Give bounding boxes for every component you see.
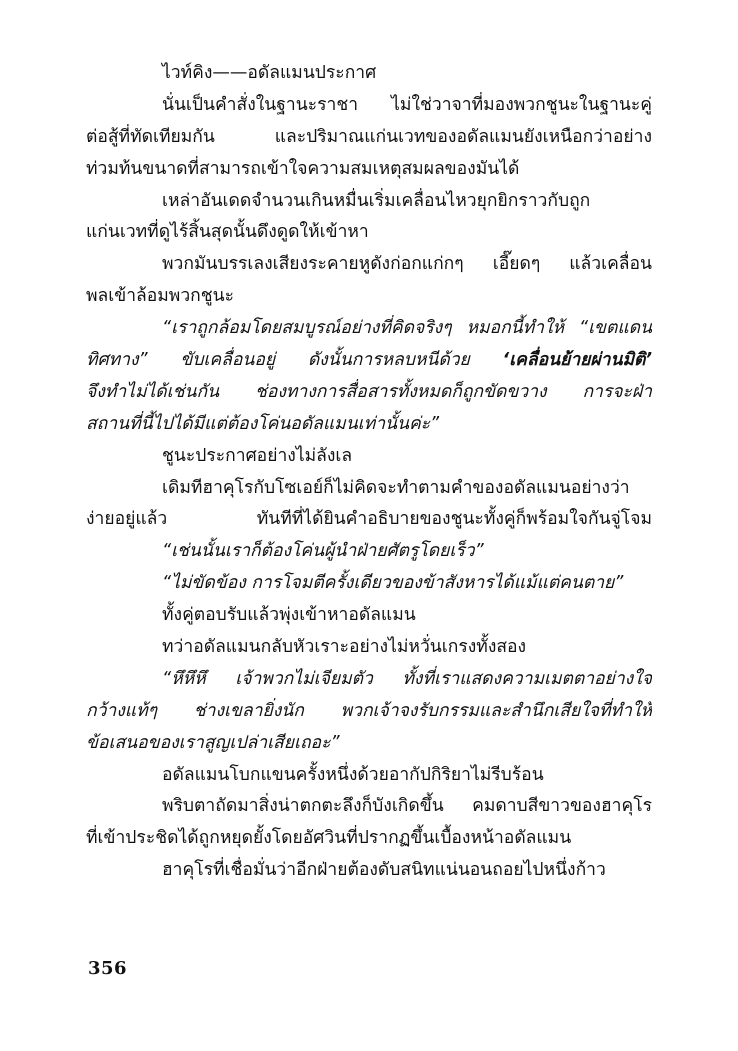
text-line: พวกมันบรรเลงเสียงระคายหูดังก่อกแก่กๆ เอี๊ยดๆ แล้วเคลื่อน — [162, 254, 652, 275]
text-line: ทั้งคู่ตอบรับแล้วพุ่งเข้าหาอดัลแมน — [162, 605, 416, 626]
dialogue-line: “เราถูกล้อมโดยสมบูรณ์อย่างที่คิดจริงๆ หมอกนี้ทำให้ “เขตแดน — [162, 318, 652, 339]
text-line: ฮาคุโรที่เชื่อมั่นว่าอีกฝ่ายต้องดับสนิทแน่นอนถอยไปหนึ่งก้าว — [162, 860, 606, 881]
skill-name-emphasis: ‘เคลื่อนย้ายผ่านมิติ’ — [502, 350, 652, 371]
text-line: พลเข้าล้อมพวกชูนะ — [86, 286, 234, 307]
text-line: ทว่าอดัลแมนกลับหัวเราะอย่างไม่หวั่นเกรงทั้งสอง — [162, 637, 527, 658]
dialogue-line: จึงทำไม่ได้เช่นกัน ช่องทางการสื่อสารทั้งหมดก็ถูกขัดขวาง การจะฝ่า — [86, 381, 652, 402]
dialogue-line: “เช่นนั้นเราก็ต้องโค่นผู้นำฝ่ายศัตรูโดยเร็ว” — [162, 541, 484, 562]
dialogue-line: “หึหึหึ เจ้าพวกไม่เจียมตัว ทั้งที่เราแสดงความเมตตาอย่างใจ — [162, 668, 652, 689]
dialogue-line: “ไม่ขัดข้อง การโจมตีครั้งเดียวของข้าสังหารได้แม้แต่คนตาย” — [162, 573, 624, 594]
text-line: ชูนะประกาศอย่างไม่ลังเล — [162, 445, 353, 466]
text-line: แก่นเวทที่ดูไร้สิ้นสุดนั้นดึงดูดให้เข้าหา — [86, 222, 369, 243]
dialogue-line: สถานที่นี้ไปได้มีแต่ต้องโค่นอดัลแมนเท่านั้นค่ะ” — [86, 413, 440, 434]
text-line: พริบตาถัดมาสิ่งน่าตกตะลึงก็บังเกิดขึ้น คมดาบสีขาวของฮาคุโร — [162, 796, 652, 817]
text-line: นั่นเป็นคำสั่งในฐานะราชา ไม่ใช่วาจาที่มองพวกชูนะในฐานะคู่ — [162, 94, 652, 115]
text-line: ง่ายอยู่แล้ว ทันทีที่ได้ยินคำอธิบายของชูนะทั้งคู่ก็พร้อมใจกันจู่โจม — [86, 509, 652, 530]
text-line: ไวท์คิง——อดัลแมนประกาศ — [162, 63, 377, 83]
text-line: ที่เข้าประชิดได้ถูกหยุดยั้งโดยอัศวินที่ปรากฏขึ้นเบื้องหน้าอดัลแมน — [86, 828, 572, 849]
text-line: เหล่าอันเดดจำนวนเกินหมื่นเริ่มเคลื่อนไหวยุกยิกราวกับถูก — [162, 190, 591, 211]
dialogue-text: ทิศทาง” ขับเคลื่อนอยู่ ดังนั้นการหลบหนีด้วย — [86, 350, 503, 371]
dialogue-line — [86, 345, 652, 377]
body-text — [86, 58, 652, 887]
text-line: ท่วมท้นขนาดที่สามารถเข้าใจความสมเหตุสมผลของมันได้ — [86, 158, 520, 179]
text-line: ต่อสู้ที่ทัดเทียมกัน และปริมาณแก่นเวทของอดัลแมนยังเหนือกว่าอย่าง — [86, 126, 652, 147]
dialogue-line: ข้อเสนอของเราสูญเปล่าเสียเถอะ” — [86, 732, 340, 753]
page-number: 356 — [88, 958, 128, 979]
dialogue-line: กว้างแท้ๆ ช่างเขลายิ่งนัก พวกเจ้าจงรับกรรมและสำนึกเสียใจที่ทำให้ — [86, 700, 652, 721]
text-line: เดิมทีฮาคุโรกับโซเอย์ก็ไม่คิดจะทำตามคำของอดัลแมนอย่างว่า — [162, 477, 630, 498]
text-line: อดัลแมนโบกแขนครั้งหนึ่งด้วยอากัปกิริยาไม่รีบร้อน — [162, 764, 544, 785]
